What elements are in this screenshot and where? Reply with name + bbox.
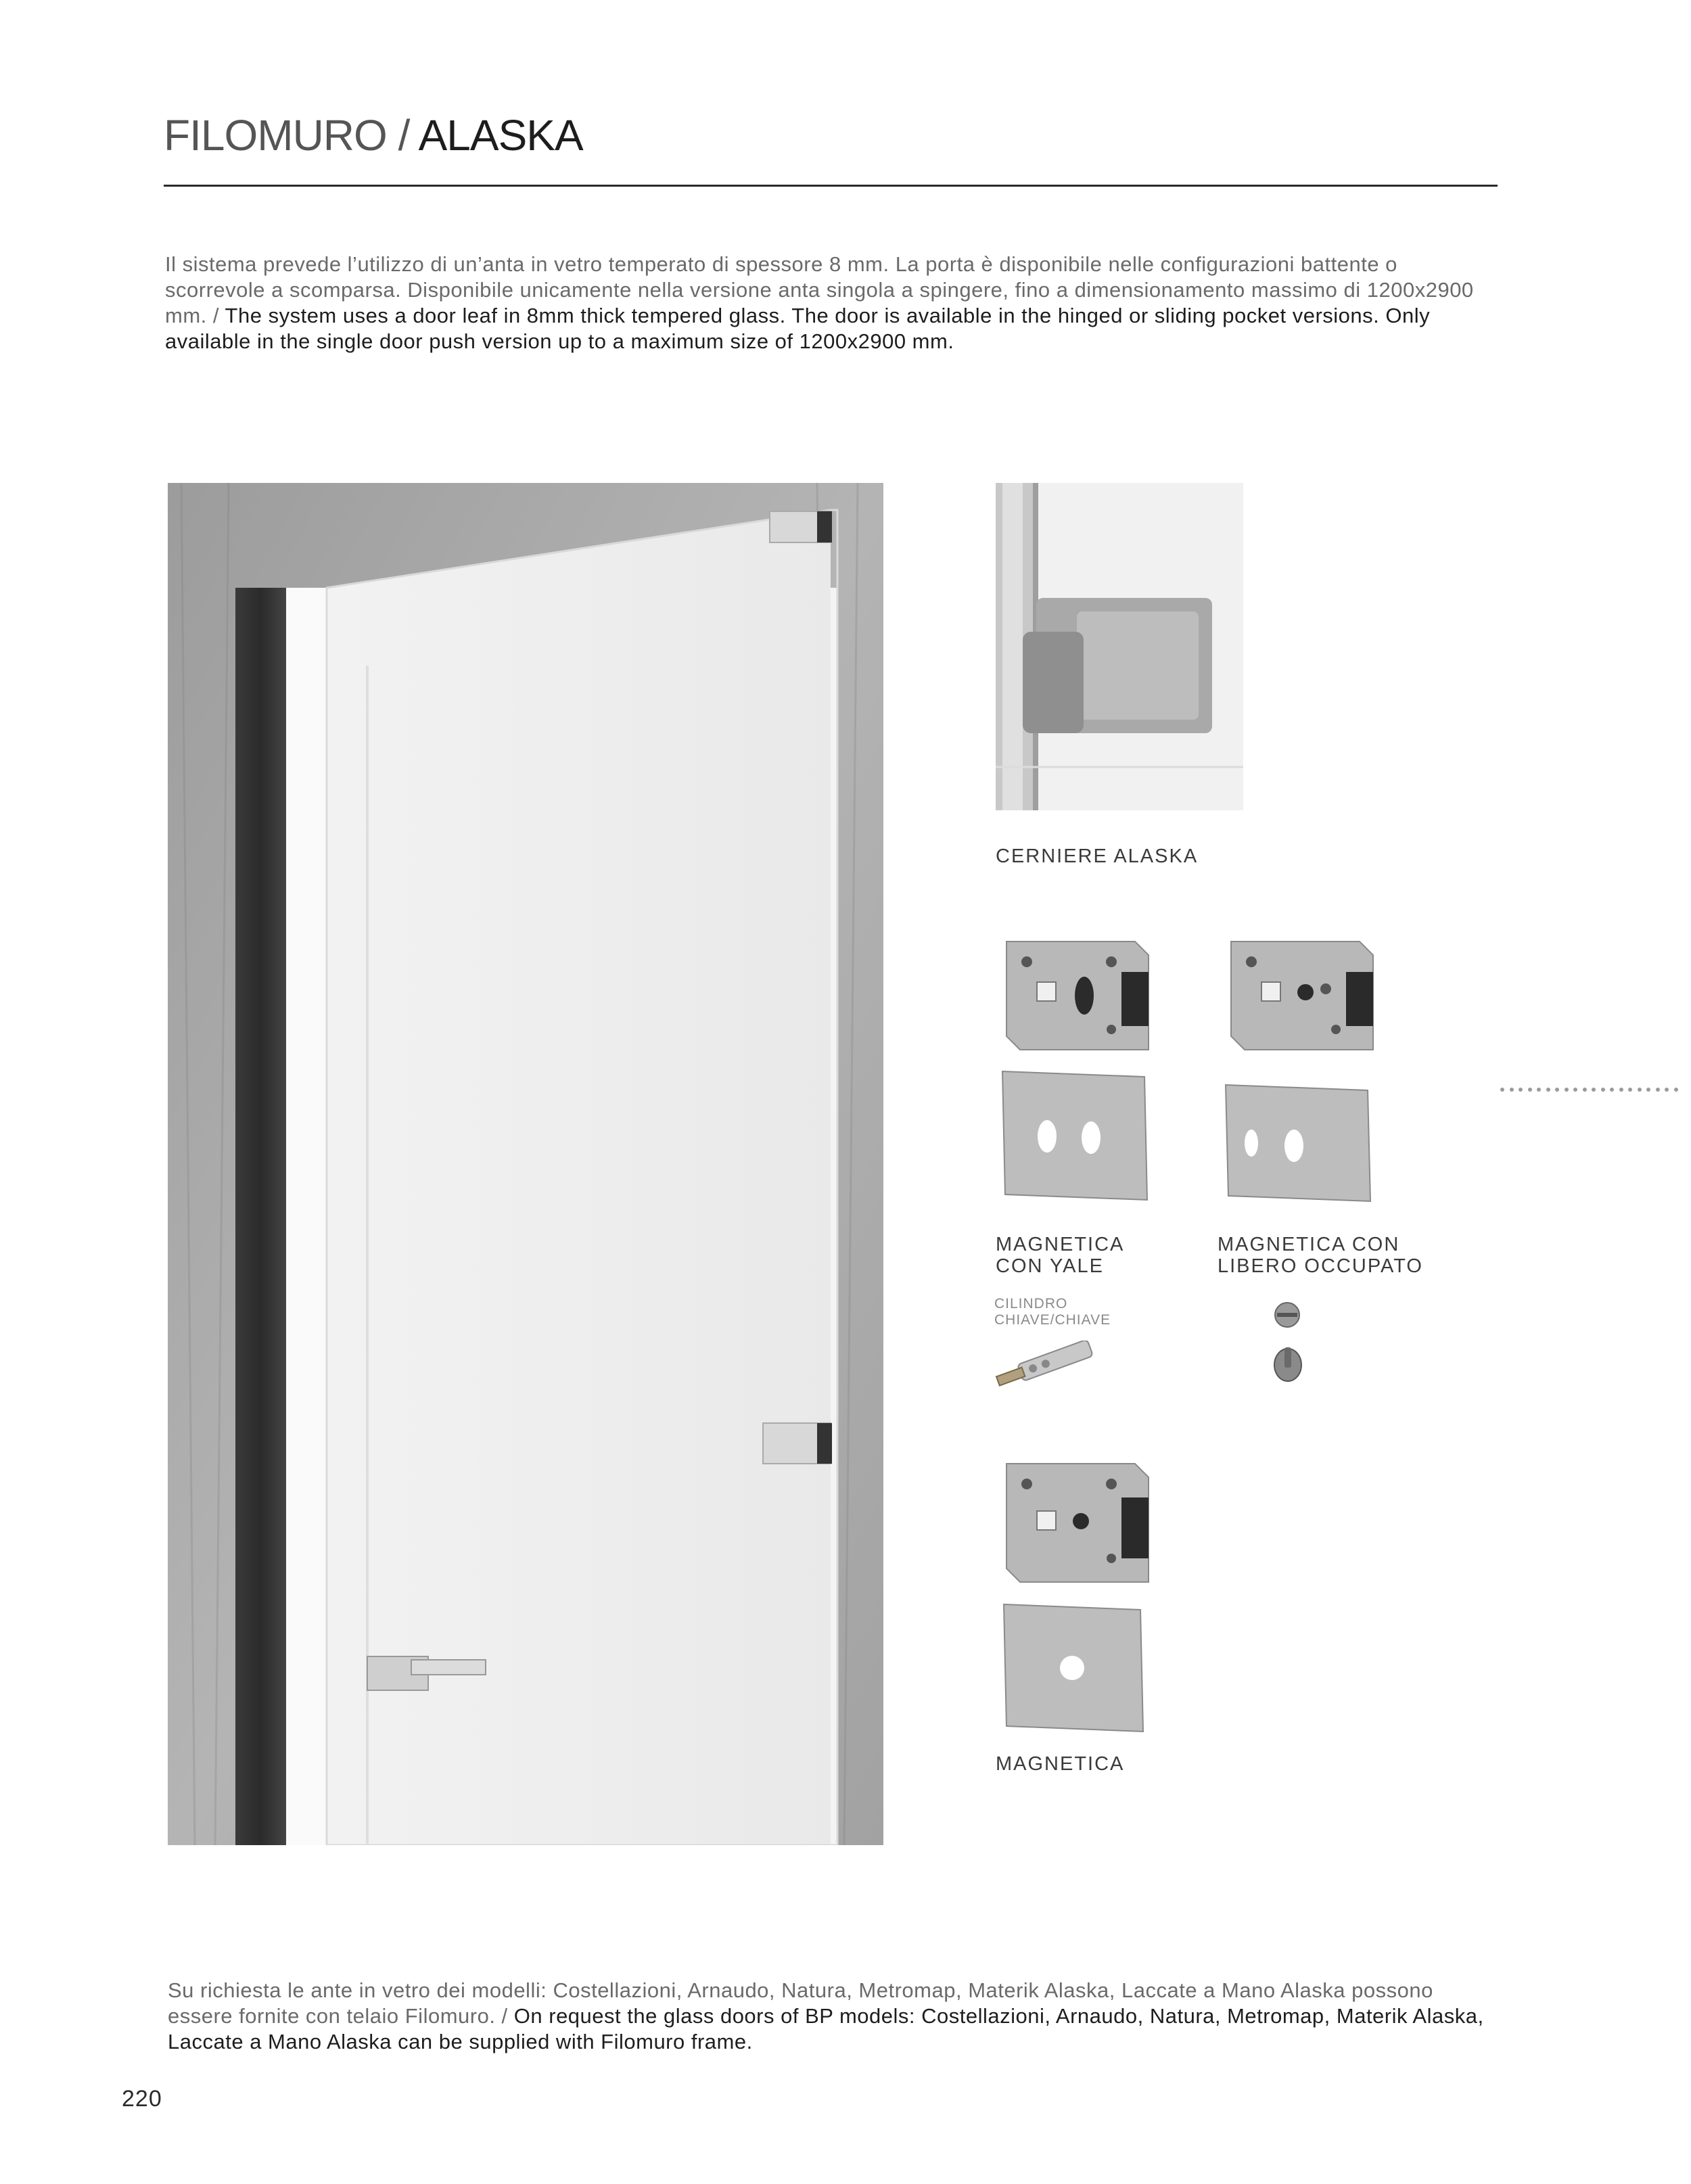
page-number: 220 (122, 2086, 162, 2112)
title-rule (164, 185, 1498, 187)
intro-english: The system uses a door leaf in 8mm thick tempered glass. The door is available in the hinged or sliding pocket versions. Only available in the single door push version up to a maximum size of 1200x2900 mm. (165, 304, 1431, 353)
hinge-caption: CERNIERE ALASKA (996, 845, 1199, 867)
page-title (164, 111, 583, 160)
title-brand: FILOMURO (164, 111, 387, 160)
title-separator: / (386, 111, 419, 160)
lock-libero-caption-line1: MAGNETICA CON (1218, 1234, 1400, 1255)
strike-plate-magnetica (1001, 1602, 1146, 1734)
lock-body-yale (1000, 935, 1159, 1061)
hinge-photo (996, 483, 1243, 810)
cylinder-caption-line2: CHIAVE/CHIAVE (994, 1312, 1111, 1328)
lock-magnetica-caption: MAGNETICA (996, 1753, 1125, 1775)
indicator-knob-icon (1272, 1300, 1303, 1330)
intro-italian: Il sistema prevede l’utilizzo di un’anta in vetro temperato di spessore 8 mm. La porta è disponibile nelle configurazioni battente o scorrevole a scomparsa. Disponibile unicamente nella versione anta singola a spingere, fino a dimensionamento massimo di 1200x2900 mm. / (165, 252, 1474, 327)
door-photo (168, 483, 883, 1845)
lock-body-libero (1224, 935, 1384, 1061)
intro-paragraph (165, 252, 1491, 354)
thumbturn-knob-icon (1272, 1343, 1304, 1383)
side-dotted-line (1500, 1088, 1678, 1092)
strike-plate-yale (1000, 1069, 1150, 1203)
key-cylinder-icon (992, 1341, 1097, 1388)
cylinder-caption-line1: CILINDRO (994, 1296, 1068, 1311)
lock-libero-caption-line2: LIBERO OCCUPATO (1218, 1255, 1423, 1277)
lock-yale-caption-line2: CON YALE (996, 1255, 1104, 1277)
lock-body-magnetica (1000, 1457, 1159, 1592)
footer-italian: Su richiesta le ante in vetro dei modelli: Costellazioni, Arnaudo, Natura, Metromap, Materik Alaska, Laccate a Mano Alaska possono essere fornite con telaio Filomuro. / (168, 1978, 1433, 2028)
footer-paragraph (168, 1978, 1493, 2055)
footer-english: On request the glass doors of BP models: Costellazioni, Arnaudo, Natura, Metromap, Materik Alaska, Laccate a Mano Alaska can be supplied with Filomuro frame. (168, 2004, 1484, 2053)
title-model: ALASKA (418, 111, 583, 160)
strike-plate-libero (1223, 1082, 1373, 1204)
lock-yale-caption-line1: MAGNETICA (996, 1234, 1125, 1255)
